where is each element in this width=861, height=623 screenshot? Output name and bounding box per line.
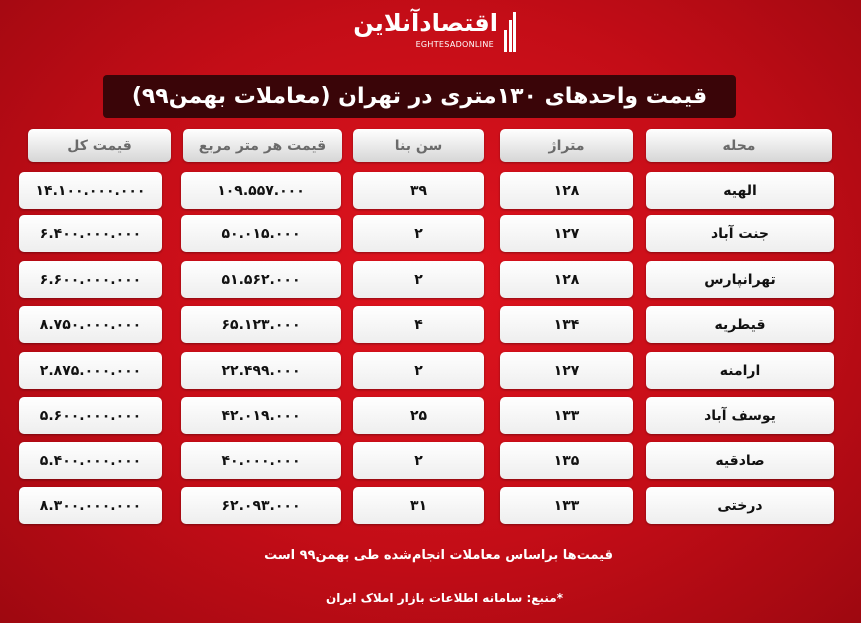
footer-source: *منبع: سامانه اطلاعات بازار املاک ایران [325, 591, 563, 605]
cell-price-per-m2: ۵۰.۰۱۵.۰۰۰ [181, 215, 341, 252]
cell-building-age: ۲ [353, 261, 484, 298]
cell-area: ۱۲۸ [500, 261, 633, 298]
footer-note: قیمت‌ها براساس معاملات انجام‌شده طی بهمن۹۹ است [264, 548, 613, 563]
cell-building-age: ۴ [353, 306, 484, 343]
cell-building-age: ۳۱ [353, 487, 484, 524]
cell-price-per-m2: ۴۰.۰۰۰.۰۰۰ [181, 442, 341, 479]
cell-area: ۱۲۷ [500, 352, 633, 389]
cell-total-price: ۱۴.۱۰۰.۰۰۰.۰۰۰ [19, 172, 162, 209]
cell-building-age: ۳۹ [353, 172, 484, 209]
cell-area: ۱۳۵ [500, 442, 633, 479]
cell-building-age: ۲ [353, 215, 484, 252]
cell-total-price: ۵.۶۰۰.۰۰۰.۰۰۰ [19, 397, 162, 434]
cell-price-per-m2: ۶۲.۰۹۳.۰۰۰ [181, 487, 341, 524]
cell-area: ۱۳۳ [500, 487, 633, 524]
cell-price-per-m2: ۲۲.۴۹۹.۰۰۰ [181, 352, 341, 389]
cell-neighborhood: الهیه [646, 172, 834, 209]
cell-area: ۱۳۳ [500, 397, 633, 434]
cell-building-age: ۲۵ [353, 397, 484, 434]
cell-total-price: ۸.۷۵۰.۰۰۰.۰۰۰ [19, 306, 162, 343]
cell-price-per-m2: ۴۲.۰۱۹.۰۰۰ [181, 397, 341, 434]
cell-neighborhood: صادقیه [646, 442, 834, 479]
header-price-per-m2: قیمت هر متر مربع [183, 129, 342, 162]
cell-total-price: ۶.۴۰۰.۰۰۰.۰۰۰ [19, 215, 162, 252]
cell-neighborhood: تهرانپارس [646, 261, 834, 298]
cell-neighborhood: ارامنه [646, 352, 834, 389]
cell-building-age: ۲ [353, 352, 484, 389]
cell-neighborhood: درختی [646, 487, 834, 524]
cell-total-price: ۲.۸۷۵.۰۰۰.۰۰۰ [19, 352, 162, 389]
header-total-price: قیمت کل [28, 129, 171, 162]
cell-price-per-m2: ۶۵.۱۲۳.۰۰۰ [181, 306, 341, 343]
logo-subtitle: EGHTESADONLINE [415, 40, 494, 49]
header-area: متراژ [500, 129, 633, 162]
cell-building-age: ۲ [353, 442, 484, 479]
cell-area: ۱۲۷ [500, 215, 633, 252]
cell-price-per-m2: ۵۱.۵۶۲.۰۰۰ [181, 261, 341, 298]
cell-neighborhood: یوسف آباد [646, 397, 834, 434]
cell-total-price: ۵.۴۰۰.۰۰۰.۰۰۰ [19, 442, 162, 479]
cell-price-per-m2: ۱۰۹.۵۵۷.۰۰۰ [181, 172, 341, 209]
logo-bars-icon [504, 12, 516, 52]
logo-name: اقتصادآنلاین [353, 9, 498, 37]
cell-neighborhood: جنت آباد [646, 215, 834, 252]
cell-area: ۱۳۴ [500, 306, 633, 343]
cell-total-price: ۸.۳۰۰.۰۰۰.۰۰۰ [19, 487, 162, 524]
cell-neighborhood: قیطریه [646, 306, 834, 343]
brand-logo [353, 8, 516, 56]
header-neighborhood: محله [646, 129, 832, 162]
cell-area: ۱۲۸ [500, 172, 633, 209]
page-title: قیمت واحدهای ۱۳۰متری در تهران (معاملات بهمن۹۹) [103, 75, 736, 118]
cell-total-price: ۶.۶۰۰.۰۰۰.۰۰۰ [19, 261, 162, 298]
header-building-age: سن بنا [353, 129, 484, 162]
